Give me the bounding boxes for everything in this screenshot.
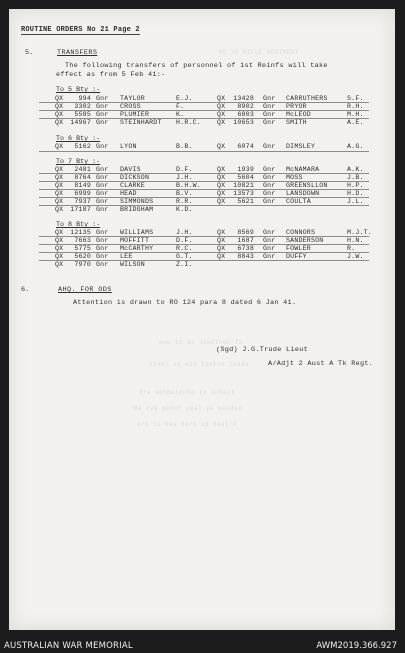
cell-service-number: 2481 bbox=[74, 166, 91, 173]
table-row bbox=[9, 190, 395, 198]
cell-surname: WILSON bbox=[120, 261, 145, 268]
section-5-intro-line2: effect as from 5 Feb 41:- bbox=[56, 71, 166, 79]
table-row bbox=[9, 103, 395, 111]
cell-rank: Gnr bbox=[263, 111, 276, 118]
signature-title: A/Adjt 2 Aust A Tk Regt. bbox=[268, 360, 374, 368]
battery-5-label: To 5 Bty :- bbox=[56, 86, 101, 94]
cell-service-number: 6999 bbox=[74, 190, 91, 197]
cell-rank: Gnr bbox=[96, 198, 109, 205]
cell-initials: G.T. bbox=[176, 253, 193, 260]
cell-unit-prefix: QX bbox=[217, 111, 226, 118]
cell-unit-prefix: QX bbox=[217, 253, 226, 260]
cell-service-number: 5604 bbox=[237, 174, 254, 181]
section-6-title: AHQ. FOR ODS bbox=[58, 286, 112, 294]
bleed-through-text: eivel sa edd tuetoe toads bbox=[149, 361, 250, 368]
cell-initials: B.V. bbox=[176, 190, 193, 197]
cell-rank: Gnr bbox=[96, 119, 109, 126]
cell-initials: A.K. bbox=[347, 166, 364, 173]
cell-initials: K.D. bbox=[176, 206, 193, 213]
cell-surname: FOWLER bbox=[286, 245, 311, 252]
cell-surname: McNAMARA bbox=[286, 166, 320, 173]
cell-rank: Gnr bbox=[263, 143, 276, 150]
cell-unit-prefix: QX bbox=[55, 174, 64, 181]
footer-source-label: AUSTRALIAN WAR MEMORIAL bbox=[4, 641, 133, 651]
section-6-number: 6. bbox=[21, 286, 30, 294]
cell-initials: M.H. bbox=[347, 111, 364, 118]
cell-initials: B.H.W. bbox=[176, 182, 201, 189]
cell-unit-prefix: QX bbox=[217, 229, 226, 236]
cell-unit-prefix: QX bbox=[55, 182, 64, 189]
table-row bbox=[9, 261, 395, 269]
cell-unit-prefix: QX bbox=[55, 229, 64, 236]
battery-6-label: To 6 Bty :- bbox=[56, 135, 101, 143]
cell-unit-prefix: QX bbox=[217, 166, 226, 173]
cell-unit-prefix: QX bbox=[55, 206, 64, 213]
table-row bbox=[9, 245, 395, 253]
cell-service-number: 7937 bbox=[74, 198, 91, 205]
cell-surname: PLUMIER bbox=[120, 111, 150, 118]
cell-unit-prefix: QX bbox=[55, 261, 64, 268]
bleed-through-text: tre sehbalenbe te enbeet bbox=[139, 389, 236, 396]
cell-surname: MOFFITT bbox=[120, 237, 150, 244]
signature-line: (Sgd) J.G.Trude Lieut bbox=[216, 346, 308, 354]
cell-rank: Gnr bbox=[96, 111, 109, 118]
cell-service-number: 13573 bbox=[233, 190, 254, 197]
cell-rank: Gnr bbox=[263, 95, 276, 102]
cell-service-number: 10821 bbox=[233, 182, 254, 189]
cell-initials: M.J.T. bbox=[347, 229, 372, 236]
cell-initials: J.W. bbox=[347, 253, 364, 260]
cell-rank: Gnr bbox=[96, 237, 109, 244]
archive-footer bbox=[0, 638, 405, 653]
cell-initials: J.H. bbox=[176, 229, 193, 236]
section-5-intro-line1: The following transfers of personnel of 1st Reinfs will take bbox=[65, 62, 328, 70]
cell-rank: Gnr bbox=[96, 206, 109, 213]
cell-unit-prefix: QX bbox=[55, 111, 64, 118]
bleed-through-text: Ba eva mehor eeal ye beedee bbox=[134, 405, 243, 412]
cell-surname: DIMSLEY bbox=[286, 143, 316, 150]
cell-surname: CARRUTHERS bbox=[286, 95, 328, 102]
table-row bbox=[9, 166, 395, 174]
cell-surname: DAVIS bbox=[120, 166, 141, 173]
section-5-number: 5. bbox=[25, 49, 34, 57]
cell-unit-prefix: QX bbox=[217, 119, 226, 126]
table-row bbox=[9, 111, 395, 119]
cell-initials: Z.I. bbox=[176, 261, 193, 268]
cell-surname: CONNORS bbox=[286, 229, 316, 236]
cell-rank: Gnr bbox=[263, 166, 276, 173]
cell-service-number: 12135 bbox=[70, 229, 91, 236]
cell-initials: E.J. bbox=[176, 95, 193, 102]
cell-unit-prefix: QX bbox=[55, 245, 64, 252]
cell-surname: LANSDOWN bbox=[286, 190, 320, 197]
cell-initials: K. bbox=[176, 111, 185, 118]
cell-service-number: 13428 bbox=[233, 95, 254, 102]
cell-service-number: 5585 bbox=[74, 111, 91, 118]
cell-rank: Gnr bbox=[96, 166, 109, 173]
bleed-through-text: RO 36 RIFLE REGIMENT bbox=[219, 49, 300, 56]
cell-surname: SANDERSON bbox=[286, 237, 324, 244]
cell-rank: Gnr bbox=[96, 190, 109, 197]
cell-service-number: 5620 bbox=[74, 253, 91, 260]
cell-rank: Gnr bbox=[263, 237, 276, 244]
table-row bbox=[9, 182, 395, 190]
table-row bbox=[9, 229, 395, 237]
cell-initials: R.R. bbox=[176, 198, 193, 205]
table-row bbox=[9, 174, 395, 182]
cell-surname: McCARTHY bbox=[120, 245, 154, 252]
cell-initials: J.H. bbox=[176, 174, 193, 181]
table-row bbox=[9, 143, 395, 151]
cell-rank: Gnr bbox=[96, 182, 109, 189]
cell-unit-prefix: QX bbox=[55, 166, 64, 173]
cell-unit-prefix: QX bbox=[217, 182, 226, 189]
cell-service-number: 6738 bbox=[237, 245, 254, 252]
cell-service-number: 3302 bbox=[74, 103, 91, 110]
cell-surname: MOSS bbox=[286, 174, 303, 181]
cell-unit-prefix: QX bbox=[55, 95, 64, 102]
table-row bbox=[9, 119, 395, 127]
cell-initials: H.R.C. bbox=[176, 119, 201, 126]
cell-rank: Gnr bbox=[263, 245, 276, 252]
cell-surname: DICKSON bbox=[120, 174, 150, 181]
cell-surname: LYON bbox=[120, 143, 137, 150]
cell-surname: HEAD bbox=[120, 190, 137, 197]
table-row bbox=[9, 237, 395, 245]
cell-rank: Gnr bbox=[263, 103, 276, 110]
cell-unit-prefix: QX bbox=[55, 143, 64, 150]
battery-8-label: To 8 Bty :- bbox=[56, 221, 101, 229]
cell-initials: J.B. bbox=[347, 174, 364, 181]
table-row bbox=[9, 198, 395, 206]
cell-rank: Gnr bbox=[96, 103, 109, 110]
bleed-through-text: ert to hea tert ad teetre bbox=[137, 421, 238, 428]
cell-rank: Gnr bbox=[263, 253, 276, 260]
cell-unit-prefix: QX bbox=[55, 253, 64, 260]
cell-surname: LEE bbox=[120, 253, 133, 260]
document-page bbox=[9, 9, 395, 630]
cell-surname: PRYOR bbox=[286, 103, 307, 110]
section-5-title: TRANSFERS bbox=[57, 49, 98, 57]
cell-initials: R.C. bbox=[176, 245, 193, 252]
cell-surname: BRIDGHAM bbox=[120, 206, 154, 213]
cell-initials: D.F. bbox=[176, 166, 193, 173]
cell-surname: STEINHARDT bbox=[120, 119, 162, 126]
cell-service-number: 1939 bbox=[237, 166, 254, 173]
cell-rank: Gnr bbox=[263, 174, 276, 181]
cell-service-number: 8764 bbox=[74, 174, 91, 181]
cell-service-number: 17187 bbox=[70, 206, 91, 213]
cell-service-number: 1687 bbox=[237, 237, 254, 244]
cell-rank: Gnr bbox=[96, 261, 109, 268]
cell-initials: A.G. bbox=[347, 143, 364, 150]
cell-surname: COULTA bbox=[286, 198, 311, 205]
cell-rank: Gnr bbox=[263, 190, 276, 197]
cell-initials: H.D. bbox=[347, 190, 364, 197]
cell-initials: A.E. bbox=[347, 119, 364, 126]
battery-7-label: To 7 Bty :- bbox=[56, 158, 101, 166]
cell-surname: McLEOD bbox=[286, 111, 311, 118]
cell-service-number: 7663 bbox=[74, 237, 91, 244]
cell-initials: B.B. bbox=[176, 143, 193, 150]
cell-initials: J.L. bbox=[347, 198, 364, 205]
cell-rank: Gnr bbox=[96, 253, 109, 260]
cell-unit-prefix: QX bbox=[55, 119, 64, 126]
table-row bbox=[9, 206, 395, 214]
cell-unit-prefix: QX bbox=[217, 190, 226, 197]
cell-unit-prefix: QX bbox=[217, 198, 226, 205]
cell-rank: Gnr bbox=[263, 198, 276, 205]
cell-unit-prefix: QX bbox=[217, 95, 226, 102]
cell-surname: CLARKE bbox=[120, 182, 145, 189]
cell-initials: S.F. bbox=[347, 95, 364, 102]
cell-rank: Gnr bbox=[263, 229, 276, 236]
cell-rank: Gnr bbox=[263, 182, 276, 189]
cell-unit-prefix: QX bbox=[55, 237, 64, 244]
cell-surname: SIMMONDS bbox=[120, 198, 154, 205]
cell-service-number: 5775 bbox=[74, 245, 91, 252]
cell-service-number: 6803 bbox=[237, 111, 254, 118]
table-row bbox=[9, 95, 395, 103]
cell-service-number: 8149 bbox=[74, 182, 91, 189]
cell-initials: R.H. bbox=[347, 103, 364, 110]
cell-rank: Gnr bbox=[96, 174, 109, 181]
cell-rank: Gnr bbox=[96, 229, 109, 236]
cell-service-number: 8843 bbox=[237, 253, 254, 260]
cell-surname: WILLIAMS bbox=[120, 229, 154, 236]
cell-service-number: 10653 bbox=[233, 119, 254, 126]
cell-initials: H.N. bbox=[347, 237, 364, 244]
bleed-through-text: eve to ae sawitnen fx bbox=[159, 339, 244, 346]
cell-initials: R. bbox=[347, 245, 356, 252]
cell-rank: Gnr bbox=[96, 143, 109, 150]
cell-initials: H.P. bbox=[347, 182, 364, 189]
cell-unit-prefix: QX bbox=[217, 143, 226, 150]
cell-unit-prefix: QX bbox=[217, 174, 226, 181]
cell-initials: F. bbox=[176, 103, 185, 110]
cell-rank: Gnr bbox=[96, 245, 109, 252]
cell-unit-prefix: QX bbox=[55, 103, 64, 110]
cell-initials: D.F. bbox=[176, 237, 193, 244]
cell-unit-prefix: QX bbox=[55, 190, 64, 197]
cell-service-number: 8569 bbox=[237, 229, 254, 236]
cell-service-number: 6074 bbox=[237, 143, 254, 150]
cell-service-number: 5621 bbox=[237, 198, 254, 205]
cell-surname: SMITH bbox=[286, 119, 307, 126]
cell-unit-prefix: QX bbox=[55, 198, 64, 205]
page-heading: ROUTINE ORDERS No 21 Page 2 bbox=[21, 26, 140, 34]
cell-service-number: 8902 bbox=[237, 103, 254, 110]
cell-service-number: 994 bbox=[78, 95, 91, 102]
cell-rank: Gnr bbox=[263, 119, 276, 126]
table-row bbox=[9, 253, 395, 261]
section-6-text: Attention is drawn to RO 124 para 8 dated 6 Jan 41. bbox=[73, 299, 297, 307]
cell-service-number: 14967 bbox=[70, 119, 91, 126]
cell-surname: CROSS bbox=[120, 103, 141, 110]
cell-unit-prefix: QX bbox=[217, 245, 226, 252]
cell-unit-prefix: QX bbox=[217, 237, 226, 244]
cell-surname: TAYLOR bbox=[120, 95, 145, 102]
cell-surname: GREENSLLON bbox=[286, 182, 328, 189]
cell-surname: DUFFY bbox=[286, 253, 307, 260]
ruled-line bbox=[39, 151, 369, 152]
cell-unit-prefix: QX bbox=[217, 103, 226, 110]
footer-reference-number: AWM2019.366.927 bbox=[316, 641, 397, 651]
cell-service-number: 5162 bbox=[74, 143, 91, 150]
cell-rank: Gnr bbox=[96, 95, 109, 102]
cell-service-number: 7970 bbox=[74, 261, 91, 268]
